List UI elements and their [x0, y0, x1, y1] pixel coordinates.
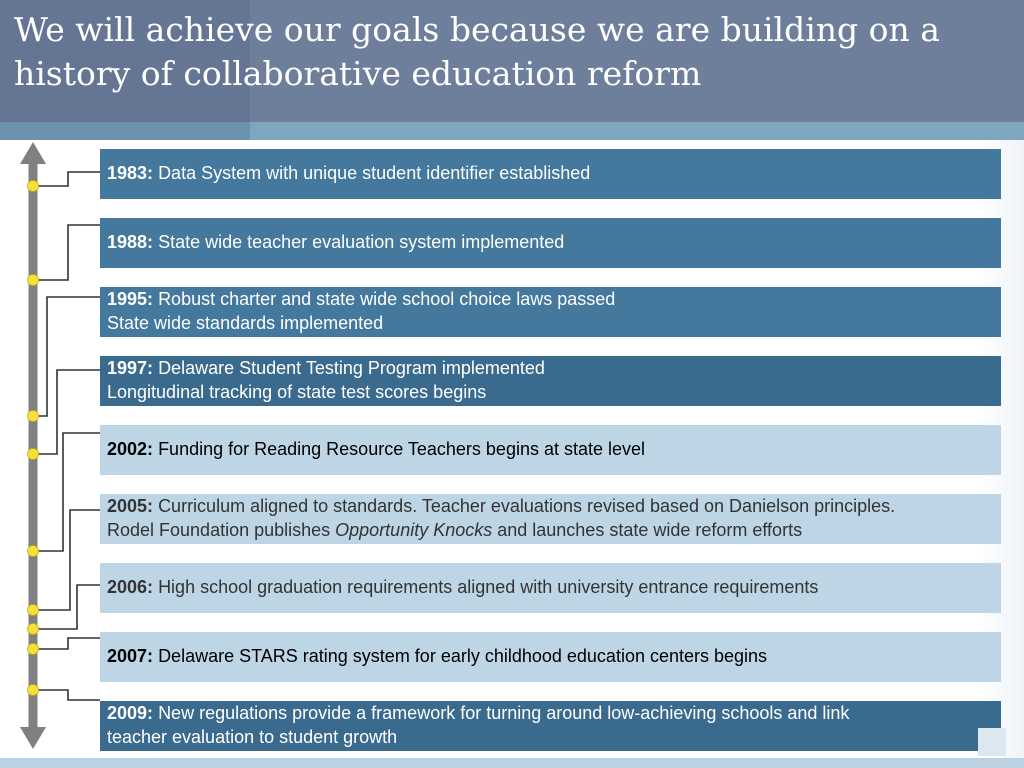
slide-title: We will achieve our goals because we are building on a history of collaborative education reform	[14, 10, 940, 93]
event-text-line2-post: and launches state wide reform efforts	[492, 520, 803, 540]
event-text-line2: State wide standards implemented	[107, 313, 384, 333]
event-2006	[100, 563, 1001, 613]
event-text: State wide teacher evaluation system implemented	[158, 232, 565, 252]
event-2007	[100, 632, 1001, 682]
marker-2005	[28, 605, 39, 616]
event-text: New regulations provide a framework for turning around low-achieving schools and link	[158, 703, 850, 723]
marker-1983	[28, 181, 39, 192]
timeline-connectors	[36, 172, 100, 700]
timeline-arrow-up	[20, 142, 46, 164]
connector-1995	[36, 297, 100, 416]
event-2005	[100, 494, 1001, 544]
event-year: 1995:	[107, 289, 154, 309]
connector-2007	[36, 638, 100, 649]
event-text: Robust charter and state wide school choice laws passed	[158, 289, 616, 309]
timeline-graphic	[0, 140, 110, 760]
event-year: 1988:	[107, 232, 154, 252]
marker-2009	[28, 685, 39, 696]
event-year: 2002:	[107, 439, 154, 459]
event-text: Data System with unique student identifier established	[158, 163, 591, 183]
connector-2005	[36, 510, 100, 610]
corner-decoration	[978, 728, 1006, 756]
event-text-line2-pre: Rodel Foundation publishes	[107, 520, 336, 540]
connector-1988	[36, 225, 100, 280]
event-text-line2: teacher evaluation to student growth	[107, 727, 398, 747]
event-text: Funding for Reading Resource Teachers begins at state level	[158, 439, 646, 459]
connector-1997	[36, 370, 100, 454]
event-1983	[100, 149, 1001, 199]
event-text-line2: Longitudinal tracking of state test scores begins	[107, 382, 487, 402]
connector-1983	[36, 172, 100, 186]
event-year: 1983:	[107, 163, 154, 183]
marker-1997	[28, 449, 39, 460]
timeline-arrow-down	[20, 727, 46, 749]
event-1997	[100, 356, 1001, 406]
event-text: Delaware STARS rating system for early childhood education centers begins	[158, 646, 768, 666]
marker-2002	[28, 546, 39, 557]
marker-1988	[28, 275, 39, 286]
event-text: Curriculum aligned to standards. Teacher evaluations revised based on Danielson principles.	[158, 496, 896, 516]
event-2002	[100, 425, 1001, 475]
slide-header	[0, 0, 1024, 122]
event-text: Delaware Student Testing Program implemented	[158, 358, 545, 378]
bottom-band	[0, 758, 1024, 768]
marker-2006	[28, 624, 39, 635]
event-year: 1997:	[107, 358, 154, 378]
event-year: 2006:	[107, 577, 154, 597]
connector-2002	[36, 433, 100, 551]
event-1995	[100, 287, 1001, 337]
event-text: High school graduation requirements aligned with university entrance requirements	[158, 577, 819, 597]
event-1988	[100, 218, 1001, 268]
connector-2006	[36, 585, 100, 629]
event-year: 2009:	[107, 703, 154, 723]
marker-1995	[28, 411, 39, 422]
event-year: 2007:	[107, 646, 154, 666]
event-year: 2005:	[107, 496, 154, 516]
publication-title: Opportunity Knocks	[335, 520, 493, 540]
event-2009	[100, 701, 1001, 751]
header-stripe-accent	[0, 122, 250, 140]
connector-2009	[36, 690, 100, 700]
marker-2007	[28, 644, 39, 655]
